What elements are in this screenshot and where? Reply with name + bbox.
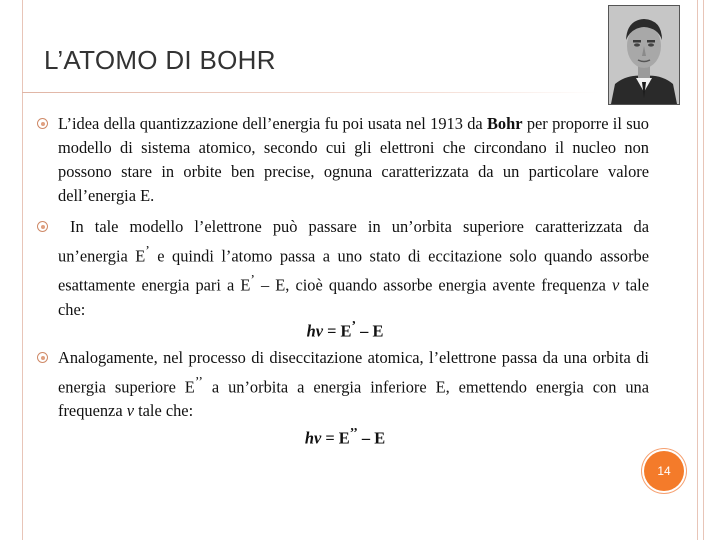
paragraph-2-text-d: tale che: <box>58 275 649 319</box>
double-prime-mark: ’’ <box>194 374 203 389</box>
prime-mark: ’ <box>145 243 150 258</box>
paragraph-2-text-c: – E, cioè quando assorbe energia avente frequenza <box>254 275 612 295</box>
bullet-icon <box>37 118 48 129</box>
paragraph-3-text-c: tale che: <box>133 401 194 421</box>
paragraph-2-text-b: e quindi l’atomo passa a uno stato di eccitazione solo quando assorbe esattamente energia pari a E <box>58 246 650 295</box>
paragraph-2-text-a: In tale modello l’elettrone può passare in un’orbita superiore caratterizzata da un’energia E <box>58 217 649 266</box>
formula-h: h <box>304 428 314 448</box>
nu-symbol: ν <box>611 275 620 295</box>
formula-e-upper: = E <box>323 321 352 341</box>
bullet-icon <box>37 221 48 232</box>
bullet-icon <box>37 352 48 363</box>
paragraph-1-text-a: L’idea della quantizzazione dell’energia fu poi usata nel 1913 da <box>58 114 487 133</box>
page-number-badge: 14 <box>644 451 684 491</box>
bohr-portrait <box>608 5 680 105</box>
title-underline <box>22 92 600 93</box>
nu-symbol: ν <box>126 401 134 421</box>
paragraph-3 <box>58 346 649 423</box>
portrait-image <box>609 6 679 104</box>
formula-emission <box>245 425 445 448</box>
formula-nu: ν <box>313 428 322 448</box>
paragraph-2 <box>58 215 649 322</box>
prime-mark: ’ <box>250 272 255 288</box>
slide-title: L’ATOMO DI BOHR <box>44 45 276 75</box>
formula-prime: ’ <box>351 318 357 333</box>
formula-e-lower: – E <box>356 321 384 341</box>
formula-h: h <box>306 321 316 341</box>
formula-absorption <box>245 318 445 341</box>
formula-e-lower: – E <box>357 428 386 448</box>
paragraph-1-text-b: per proporre il suo modello di sistema atomico, secondo cui gli elettroni che circondano il nucleo non possono stare in orbite ben precise, ognuna caratterizzata da un particolare valore dell’energia E. <box>58 114 649 205</box>
formula-double-prime: ’’ <box>349 425 358 440</box>
formula-nu: ν <box>315 321 324 341</box>
bohr-name: Bohr <box>487 114 523 133</box>
right-border-line <box>697 0 698 540</box>
formula-e-upper: = E <box>321 428 350 448</box>
right-border-line-outer <box>703 0 704 540</box>
paragraph-1 <box>58 112 649 208</box>
paragraph-3-text-b: a un’orbita a energia inferiore E, emettendo energia con una frequenza <box>58 377 649 421</box>
left-border-line <box>22 0 23 540</box>
paragraph-3-text-a: Analogamente, nel processo di diseccitazione atomica, l’elettrone passa da una orbita di energia superiore E <box>58 348 649 397</box>
